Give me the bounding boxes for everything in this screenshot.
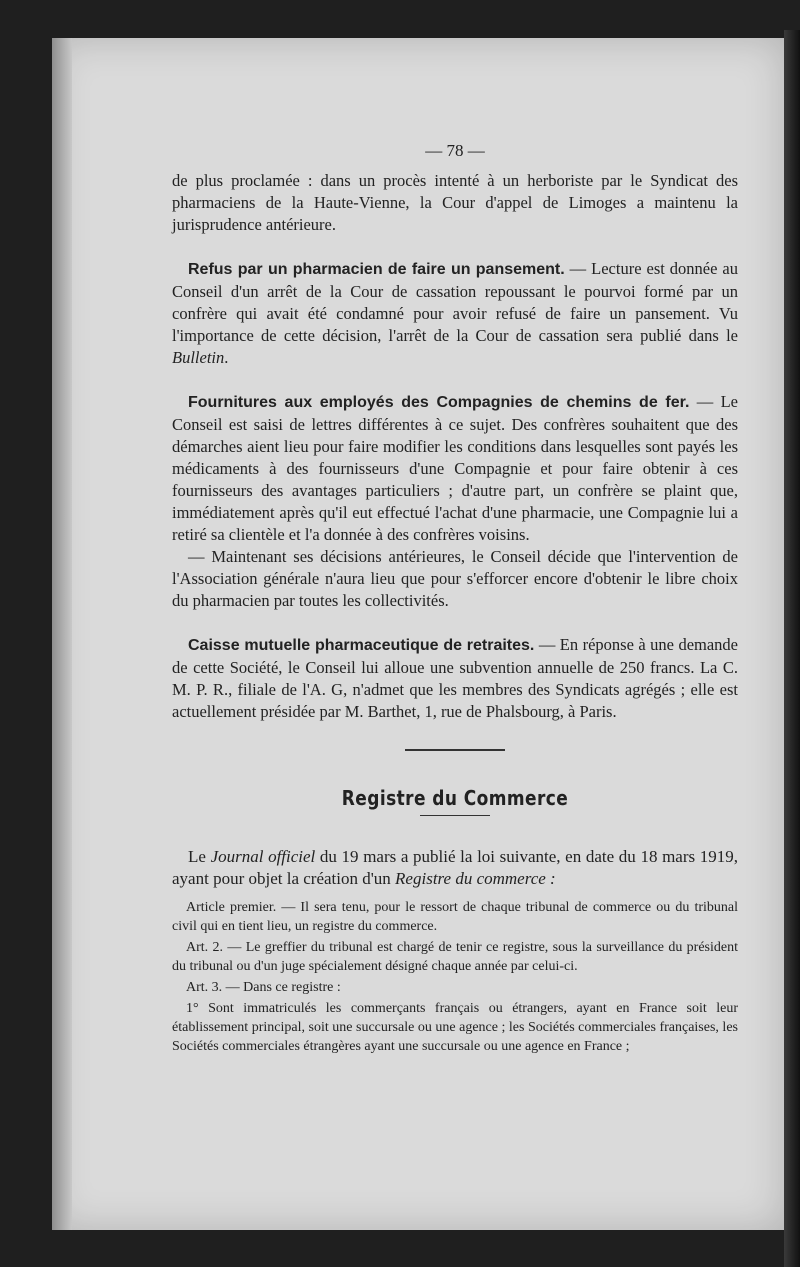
section-text: — Lecture est donnée au Conseil d'un arrêt de la Cour de cassation repoussant le pourvoi formé par un confrère qui avait été condamné pour avoir refusé de faire un pansement. Vu l'importance de cette décision, l'arrêt de la Cour de cassation sera publié dans le <box>172 259 738 345</box>
section-text: — Le Conseil est saisi de lettres différentes à ce sujet. Des confrères souhaitent que des démarches aient lieu pour faire modifier les conditions dans lesquelles sont payés les médicaments à des fournisseurs d'une Compagnie et pour faire obtenir à ces fournisseurs des avantages particuliers ; d'autre part, un confrère se plaint que, immédiatement après qu'il eut effectué l'achat d'une pharmacie, une Compagnie lui a retiré sa clientèle et l'a donnée à des confrères voisins. <box>172 392 739 544</box>
intro-paragraph <box>172 846 738 890</box>
page-number: — 78 — <box>425 141 485 160</box>
registre-italic: Registre du commerce : <box>395 869 556 888</box>
section-refus <box>172 258 738 369</box>
binding-shadow <box>784 30 800 1267</box>
article-paragraph: 1° Sont immatriculés les commerçants français ou étrangers, ayant en France soit leur établissement principal, soit une succursale ou une agence ; les Sociétés commerciales françaises, les Sociétés commerciales étrangères ayant une succursale ou une agence en France ; <box>172 1001 738 1054</box>
page-content <box>172 140 738 1056</box>
page-edge <box>52 38 72 1230</box>
section-heading: Fournitures aux employés des Compagnies de chemins de fer. <box>188 394 690 411</box>
journal-officiel-italic: Journal officiel <box>210 847 316 866</box>
section-fournitures <box>172 391 738 546</box>
bulletin-italic: Bulletin <box>172 348 225 367</box>
intro-text: du 19 mars a publié la loi suivante, en date du 18 mars 1919, ayant pour objet la création d'un <box>172 847 738 888</box>
article-paragraph: Art. 2. — Le greffier du tribunal est chargé de tenir ce registre, sous la surveillance du président du tribunal ou d'un juge spécialement désigné chaque année par celui-ci. <box>172 940 738 974</box>
divider <box>405 749 505 751</box>
section-text-end: . <box>224 348 229 367</box>
article-paragraph: Art. 3. — Dans ce registre : <box>186 980 341 995</box>
section-text: — En réponse à une demande de cette Société, le Conseil lui alloue une subvention annuelle de 250 francs. La C. M. P. R., filiale de l'A. G, n'admet que les membres des Syndicats agrégés ; elle est actuellement présidée par M. Barthet, 1, rue de Phalsbourg, à Paris. <box>172 635 739 721</box>
section-caisse <box>172 634 738 723</box>
intro-text: Le <box>188 847 211 866</box>
section-title: Registre du Commerce <box>341 785 569 810</box>
articles-list <box>172 898 738 1056</box>
section-heading: Caisse mutuelle pharmaceutique de retraites. <box>188 637 535 654</box>
section-fournitures-decision: — Maintenant ses décisions antérieures, le Conseil décide que l'intervention de l'Association générale n'aura lieu que pour s'efforcer encore d'obtenir le libre choix du pharmacien par toutes les collectivités. <box>172 547 738 610</box>
title-underline <box>420 815 490 817</box>
article-paragraph: Article premier. — Il sera tenu, pour le ressort de chaque tribunal de commerce ou du tribunal civil qui en tient lieu, un registre du commerce. <box>172 900 738 934</box>
section-heading: Refus par un pharmacien de faire un pansement. <box>188 261 565 278</box>
continuation-paragraph: de plus proclamée : dans un procès intenté à un herboriste par le Syndicat des pharmaciens de la Haute-Vienne, la Cour d'appel de Limoges a maintenu la jurisprudence antérieure. <box>172 171 738 234</box>
